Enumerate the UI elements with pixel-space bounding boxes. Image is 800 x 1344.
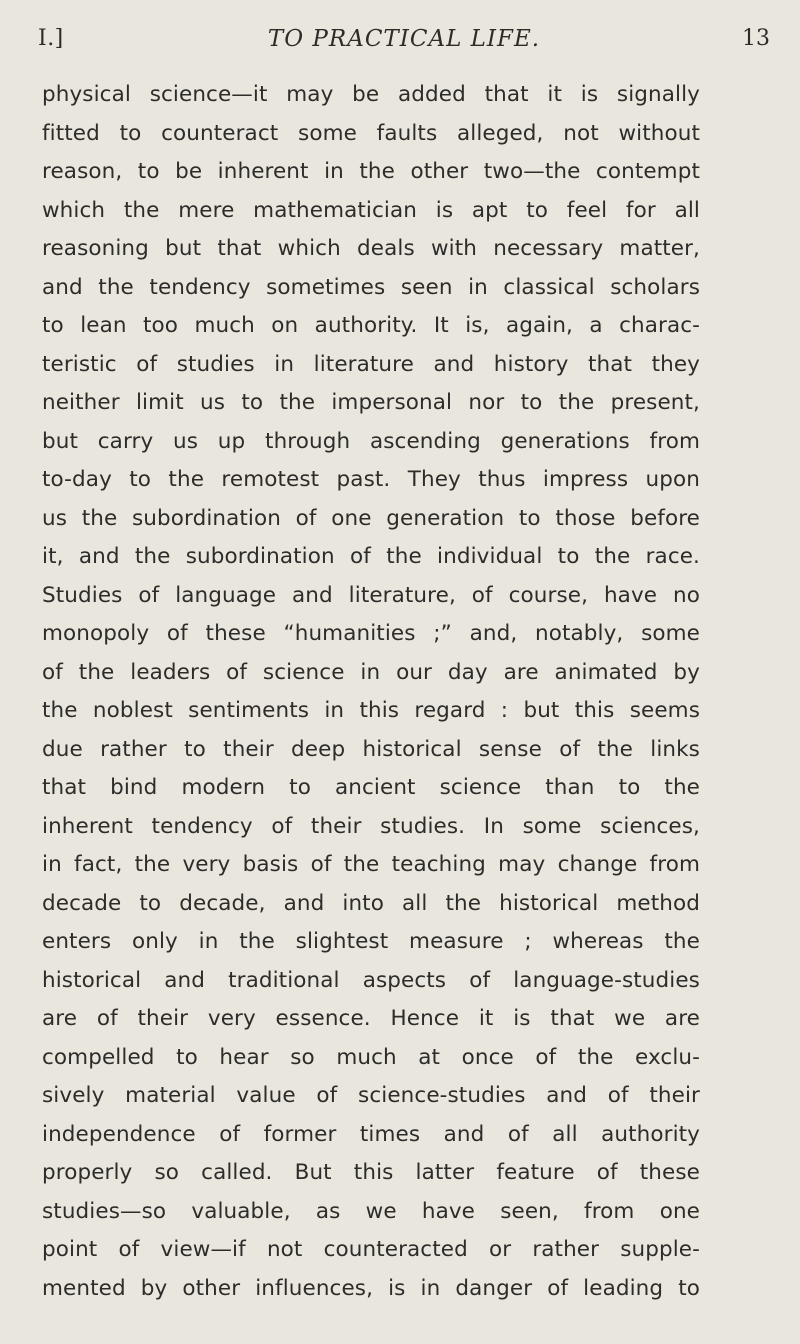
text-line: point of view—if not counteracted or rather supple- <box>42 1237 700 1262</box>
running-title: TO PRACTICAL LIFE. <box>267 26 541 52</box>
body-text <box>42 76 700 1308</box>
text-line: us the subordination of one generation to those before <box>42 505 700 531</box>
text-line: enters only in the slightest measure ; whereas the <box>42 929 700 954</box>
text-line: neither limit us to the impersonal nor to the present, <box>42 390 700 415</box>
text-line: of the leaders of science in our day are animated by <box>42 659 700 685</box>
text-line: teristic of studies in literature and history that they <box>42 351 700 377</box>
text-line: are of their very essence. Hence it is that we are <box>42 1006 700 1031</box>
text-line: mented by other influences, is in danger of leading to <box>42 1275 700 1301</box>
text-line: it, and the subordination of the individual to the race. <box>42 544 700 569</box>
text-line: to lean too much on authority. It is, again, a charac- <box>42 313 700 338</box>
text-line: which the mere mathematician is apt to feel for all <box>42 197 700 223</box>
text-line: fitted to counteract some faults alleged, not without <box>42 120 700 146</box>
text-line: physical science—it may be added that it is signally <box>42 82 700 107</box>
text-line: that bind modern to ancient science than to the <box>42 775 700 800</box>
text-line: Studies of language and literature, of course, have no <box>42 582 700 608</box>
text-line: reasoning but that which deals with necessary matter, <box>42 236 700 261</box>
text-line: in fact, the very basis of the teaching may change from <box>42 852 700 877</box>
text-line: but carry us up through ascending generations from <box>42 428 700 454</box>
running-head <box>38 26 770 62</box>
text-line: properly so called. But this latter feature of these <box>42 1160 700 1185</box>
text-line: the noblest sentiments in this regard : but this seems <box>42 698 700 723</box>
page-number: 13 <box>742 26 770 51</box>
text-line: and the tendency sometimes seen in classical scholars <box>42 274 700 300</box>
text-line: studies—so valuable, as we have seen, from one <box>42 1198 700 1224</box>
text-line: compelled to hear so much at once of the exclu- <box>42 1044 700 1070</box>
chapter-marker: I.] <box>38 26 64 51</box>
text-line: historical and traditional aspects of language-studies <box>42 967 700 993</box>
text-line: due rather to their deep historical sense of the links <box>42 736 700 762</box>
text-line: to-day to the remotest past. They thus impress upon <box>42 467 700 492</box>
text-line: independence of former times and of all authority <box>42 1121 700 1147</box>
text-line: inherent tendency of their studies. In some sciences, <box>42 813 700 839</box>
text-line: reason, to be inherent in the other two—the contempt <box>42 159 700 184</box>
text-line: decade to decade, and into all the historical method <box>42 890 700 916</box>
text-line: monopoly of these “humanities ;” and, notably, some <box>42 621 700 646</box>
text-line: sively material value of science-studies and of their <box>42 1083 700 1108</box>
